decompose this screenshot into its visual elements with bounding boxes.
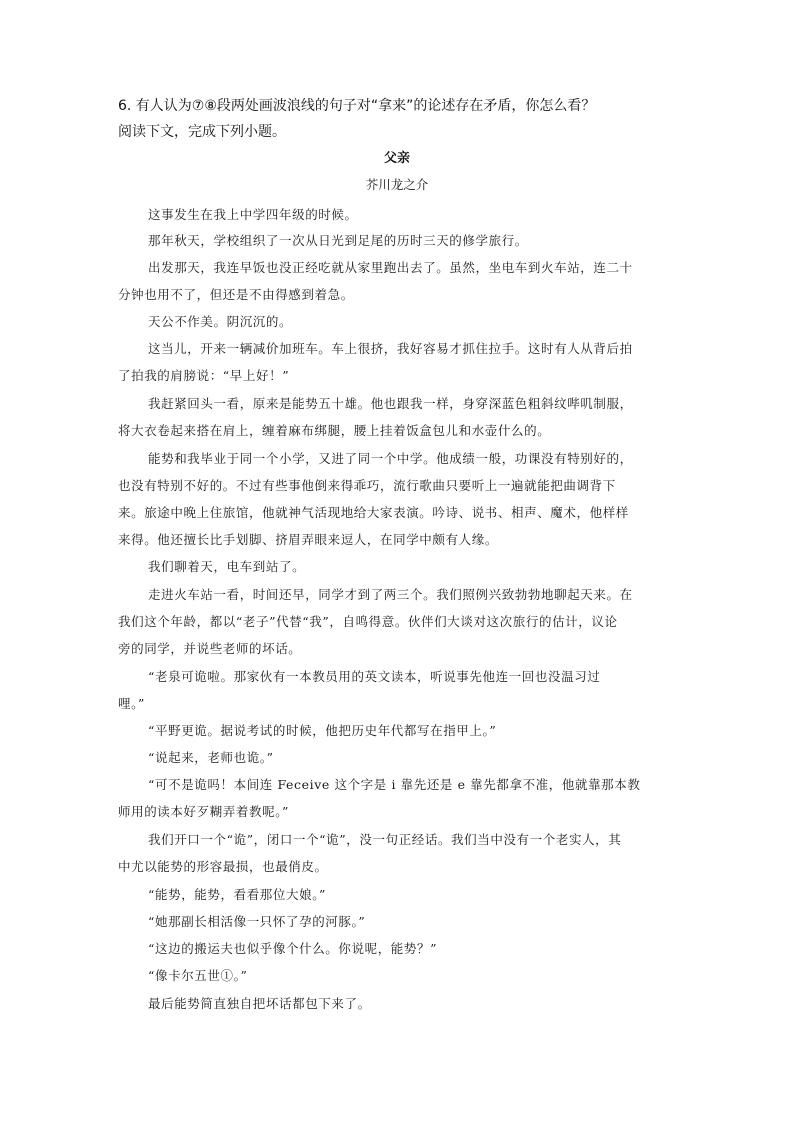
paragraph-line: 中尤以能势的形容最损，也最俏皮。 — [118, 859, 328, 874]
paragraph-line: 师用的读本好歹糊弄着教呢。” — [118, 804, 290, 819]
paragraph-line: 我们聊着天，电车到站了。 — [148, 559, 306, 574]
paragraph-line: 来得。他还擅长比手划脚、挤眉弄眼来逗人，在同学中颇有人缘。 — [118, 532, 498, 547]
paragraph-line: 能势和我毕业于同一个小学，又进了同一个中学。他成绩一般，功课没有特别好的， — [148, 451, 633, 466]
paragraph-line: 这事发生在我上中学四年级的时候。 — [148, 207, 358, 222]
paragraph-line: “她那副长相活像一只怀了孕的河豚。” — [148, 914, 366, 929]
question-6: 6. 有人认为⑦⑧段两处画波浪线的句子对“拿来”的论述存在矛盾，你怎么看？ — [118, 98, 596, 114]
paragraph-line: 我们开口一个“诡”，闭口一个“诡”，没一句正经话。我们当中没有一个老实人，其 — [148, 832, 622, 847]
paragraph-line: “像卡尔五世①。” — [148, 968, 248, 983]
paragraph-line: 也没有特别不好的。不过有些事他倒来得乖巧，流行歌曲只要听上一遍就能把曲调背下 — [118, 478, 616, 493]
paragraph-line: “平野更诡。据说考试的时候，他把历史年代都写在指甲上。” — [148, 723, 497, 738]
paragraph-line: 我们这个年龄，都以“老子”代替“我”，自鸣得意。伙伴们大谈对这次旅行的估计，议论 — [118, 614, 618, 629]
paragraph-line: “这边的搬运夫也似乎像个什么。你说呢，能势？” — [148, 941, 438, 956]
paragraph-line: 最后能势简直独自把坏话都包下来了。 — [148, 996, 371, 1011]
paragraph-line: “老泉可诡啦。那家伙有一本教员用的英文读本，听说事先他连一回也没温习过 — [148, 669, 601, 684]
paragraph-line: 走进火车站一看，时间还早，同学才到了两三个。我们照例兴致勃勃地聊起天来。在 — [148, 587, 633, 602]
paragraph-line: 出发那天，我连早饭也没正经吃就从家里跑出去了。虽然，坐电车到火车站，连二十 — [148, 260, 633, 275]
paragraph-line: 旁的同学，并说些老师的坏话。 — [118, 641, 302, 656]
paragraph-line: 将大衣卷起来搭在肩上，缠着麻布绑腿，腰上挂着饭盒包儿和水壶什么的。 — [118, 423, 551, 438]
article-author: 芥川龙之介 — [365, 177, 429, 192]
paragraph-line: 了拍我的肩膀说：“早上好！” — [118, 368, 290, 383]
reading-instruction: 阅读下文，完成下列小题。 — [118, 124, 286, 140]
paragraph-line: “说起来，老师也诡。” — [148, 750, 274, 765]
paragraph-line: 分钟也用不了，但还是不由得感到着急。 — [118, 287, 354, 302]
paragraph-line: 哩。” — [118, 696, 145, 711]
paragraph-line: 来。旅途中晚上住旅馆，他就神气活现地给大家表演。吟诗、说书、相声、魔术，他样样 — [118, 505, 629, 520]
paragraph-line: “可不是诡吗！本间连 Feceive 这个字是 i 靠先还是 e 靠先都拿不准，他就靠那本教 — [148, 777, 641, 792]
paragraph-line: 那年秋天，学校组织了一次从日光到足尾的历时三天的修学旅行。 — [148, 233, 528, 248]
paragraph-line: 这当儿，开来一辆减价加班车。车上很挤，我好容易才抓住拉手。这时有人从背后拍 — [148, 341, 633, 356]
paragraph-line: 天公不作美。阴沉沉的。 — [148, 314, 293, 329]
paragraph-line: 我赶紧回头一看，原来是能势五十雄。他也跟我一样，身穿深蓝色粗斜纹哔叽制服， — [148, 396, 633, 411]
paragraph-line: “能势，能势，看看那位大娘。” — [148, 887, 327, 902]
article-title: 父亲 — [383, 151, 410, 166]
